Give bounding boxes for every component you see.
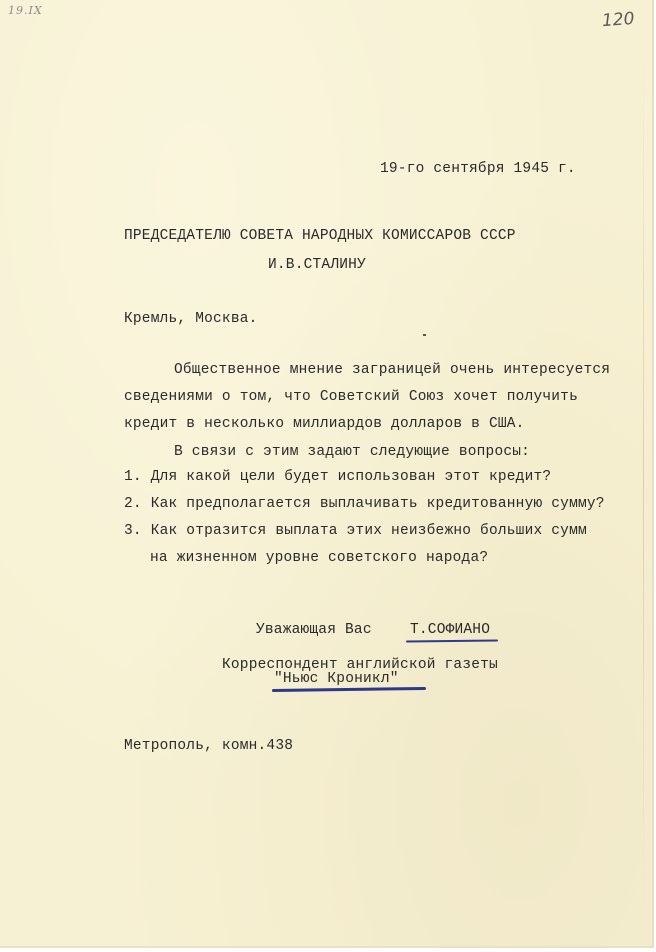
return-address: Метрополь, комн.438 <box>124 738 294 754</box>
addressee-title: ПРЕДСЕДАТЕЛЮ СОВЕТА НАРОДНЫХ КОМИССАРОВ СССР <box>124 228 516 244</box>
question-3: 3. Как отразится выплата этих неизбежно больших сумм <box>124 523 587 539</box>
archive-page-number: 120 <box>601 8 636 32</box>
question-1: 1. Для какой цели будет использован этот кредит? <box>124 469 552 485</box>
question-3-continued: на жизненном уровне советского народа? <box>150 550 489 566</box>
archive-pencil-note: 19.IX <box>8 4 43 17</box>
body-line-1: Общественное мнение заграницей очень интересуется <box>174 362 611 378</box>
closing-phrase: Уважающая Вас <box>256 622 372 638</box>
signature-ink-underline <box>406 640 498 643</box>
addressee-location: Кремль, Москва. <box>124 311 258 327</box>
signer-title: Корреспондент английской газеты <box>222 657 498 673</box>
letter-date: 19-го сентября 1945 г. <box>380 161 576 177</box>
stray-ink-mark <box>423 334 426 336</box>
body-line-4: В связи с этим задают следующие вопросы: <box>174 444 531 460</box>
addressee-name: И.В.СТАЛИНУ <box>268 257 366 273</box>
body-line-2: сведениями о том, что Советский Союз хочет получить <box>124 389 578 405</box>
newspaper-name: "Ньюс Кроникл" <box>274 671 399 687</box>
body-line-3: кредит в несколько миллиардов долларов в США. <box>124 416 525 432</box>
paper-fold-shadow <box>643 40 644 920</box>
signer-name: Т.СОФИАНО <box>410 622 491 638</box>
question-2: 2. Как предполагается выплачивать кредитованную сумму? <box>124 496 605 512</box>
